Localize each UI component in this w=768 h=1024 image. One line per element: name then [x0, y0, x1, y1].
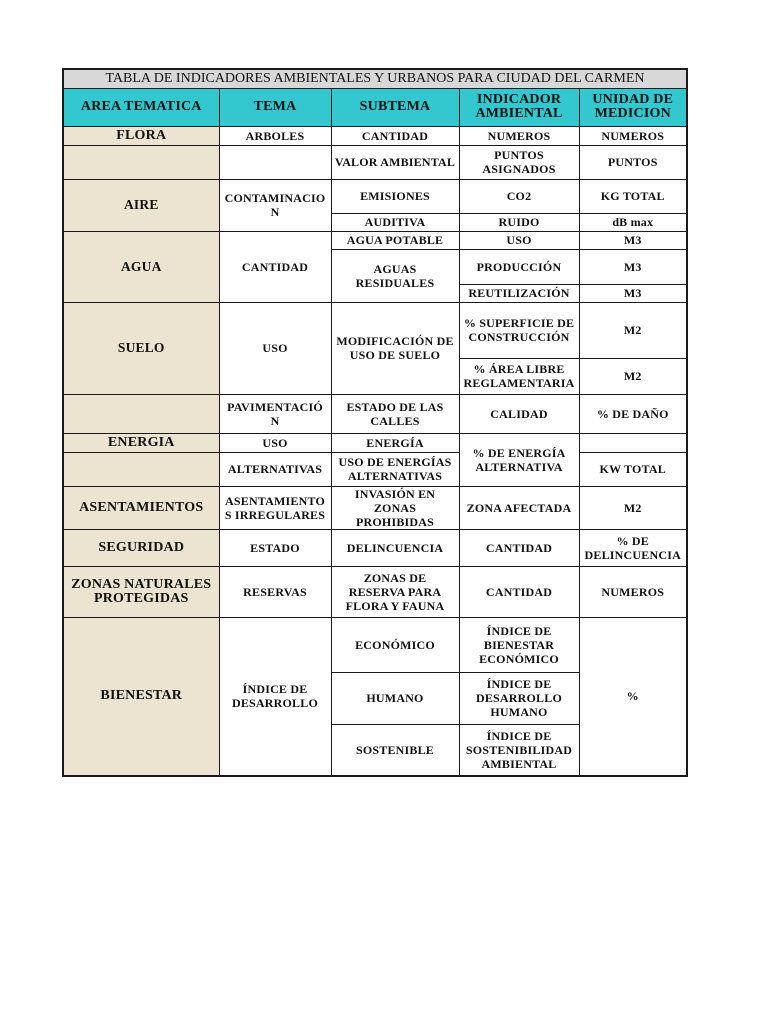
tema-cell: RESERVAS	[219, 566, 331, 617]
subtema-cell: ZONAS DE RESERVA PARA FLORA Y FAUNA	[331, 566, 459, 617]
unidad-cell: KG TOTAL	[579, 179, 687, 213]
tema-cell: USO	[219, 433, 331, 452]
subtema-cell: ESTADO DE LAS CALLES	[331, 394, 459, 433]
tema-cell: ÍNDICE DE DESARROLLO	[219, 617, 331, 776]
indicador-cell: ÍNDICE DE SOSTENIBILIDAD AMBIENTAL	[459, 724, 579, 776]
subtema-cell: HUMANO	[331, 672, 459, 724]
subtema-cell: USO DE ENERGÍAS ALTERNATIVAS	[331, 452, 459, 486]
tema-cell: ARBOLES	[219, 126, 331, 145]
subtema-cell: EMISIONES	[331, 179, 459, 213]
unidad-cell: PUNTOS	[579, 145, 687, 179]
subtema-cell: AGUAS RESIDUALES	[331, 249, 459, 302]
area-empty	[63, 452, 219, 486]
area-empty	[63, 145, 219, 179]
tema-cell: USO	[219, 302, 331, 394]
indicador-cell: PRODUCCIÓN	[459, 249, 579, 284]
subtema-cell: INVASIÓN EN ZONAS PROHIBIDAS	[331, 486, 459, 529]
subtema-cell: ENERGÍA	[331, 433, 459, 452]
tema-cell	[219, 145, 331, 179]
header-unidad: UNIDAD DE MEDICION	[579, 88, 687, 126]
indicador-cell: RUIDO	[459, 213, 579, 231]
unidad-cell: M3	[579, 284, 687, 302]
tema-cell: CONTAMINACIO N	[219, 179, 331, 231]
area-bienestar: BIENESTAR	[63, 617, 219, 776]
subtema-cell: AUDITIVA	[331, 213, 459, 231]
subtema-cell: AGUA POTABLE	[331, 231, 459, 249]
area-asentamientos: ASENTAMIENTOS	[63, 486, 219, 529]
subtema-cell: MODIFICACIÓN DE USO DE SUELO	[331, 302, 459, 394]
subtema-cell: VALOR AMBIENTAL	[331, 145, 459, 179]
indicador-cell: USO	[459, 231, 579, 249]
tema-cell: ESTADO	[219, 529, 331, 566]
unidad-cell: dB max	[579, 213, 687, 231]
header-subtema: SUBTEMA	[331, 88, 459, 126]
header-tema: TEMA	[219, 88, 331, 126]
indicador-cell: PUNTOS ASIGNADOS	[459, 145, 579, 179]
indicador-cell: NUMEROS	[459, 126, 579, 145]
unidad-cell: M2	[579, 486, 687, 529]
area-flora: FLORA	[63, 126, 219, 145]
unidad-cell: M2	[579, 358, 687, 394]
header-area: AREA TEMATICA	[63, 88, 219, 126]
area-zonas: ZONAS NATURALES PROTEGIDAS	[63, 566, 219, 617]
indicador-cell: % ÁREA LIBRE REGLAMENTARIA	[459, 358, 579, 394]
unidad-cell: NUMEROS	[579, 126, 687, 145]
indicador-cell: ZONA AFECTADA	[459, 486, 579, 529]
indicador-cell: % DE ENERGÍA ALTERNATIVA	[459, 433, 579, 486]
tema-cell: ASENTAMIENTO S IRREGULARES	[219, 486, 331, 529]
area-suelo: SUELO	[63, 302, 219, 394]
indicador-cell: % SUPERFICIE DE CONSTRUCCIÓN	[459, 302, 579, 358]
indicador-cell: ÍNDICE DE BIENESTAR ECONÓMICO	[459, 617, 579, 672]
unidad-cell: M3	[579, 249, 687, 284]
area-aire: AIRE	[63, 179, 219, 231]
indicators-table	[62, 68, 688, 777]
area-energia: ENERGIA	[63, 433, 219, 452]
unidad-cell: NUMEROS	[579, 566, 687, 617]
subtema-cell: ECONÓMICO	[331, 617, 459, 672]
indicador-cell: ÍNDICE DE DESARROLLO HUMANO	[459, 672, 579, 724]
table-title: TABLA DE INDICADORES AMBIENTALES Y URBANOS PARA CIUDAD DEL CARMEN	[63, 69, 687, 88]
subtema-cell: DELINCUENCIA	[331, 529, 459, 566]
subtema-cell: CANTIDAD	[331, 126, 459, 145]
tema-cell: PAVIMENTACIÓ N	[219, 394, 331, 433]
indicador-cell: CANTIDAD	[459, 566, 579, 617]
subtema-cell: SOSTENIBLE	[331, 724, 459, 776]
indicador-cell: CO2	[459, 179, 579, 213]
tema-cell: CANTIDAD	[219, 231, 331, 302]
unidad-cell: % DE DAÑO	[579, 394, 687, 433]
unidad-cell: %	[579, 617, 687, 776]
unidad-cell	[579, 433, 687, 452]
indicador-cell: REUTILIZACIÓN	[459, 284, 579, 302]
unidad-cell: % DE DELINCUENCIA	[579, 529, 687, 566]
unidad-cell: M3	[579, 231, 687, 249]
unidad-cell: M2	[579, 302, 687, 358]
area-empty	[63, 394, 219, 433]
area-seguridad: SEGURIDAD	[63, 529, 219, 566]
area-agua: AGUA	[63, 231, 219, 302]
indicador-cell: CANTIDAD	[459, 529, 579, 566]
unidad-cell: KW TOTAL	[579, 452, 687, 486]
tema-cell: ALTERNATIVAS	[219, 452, 331, 486]
header-indicador: INDICADOR AMBIENTAL	[459, 88, 579, 126]
indicador-cell: CALIDAD	[459, 394, 579, 433]
